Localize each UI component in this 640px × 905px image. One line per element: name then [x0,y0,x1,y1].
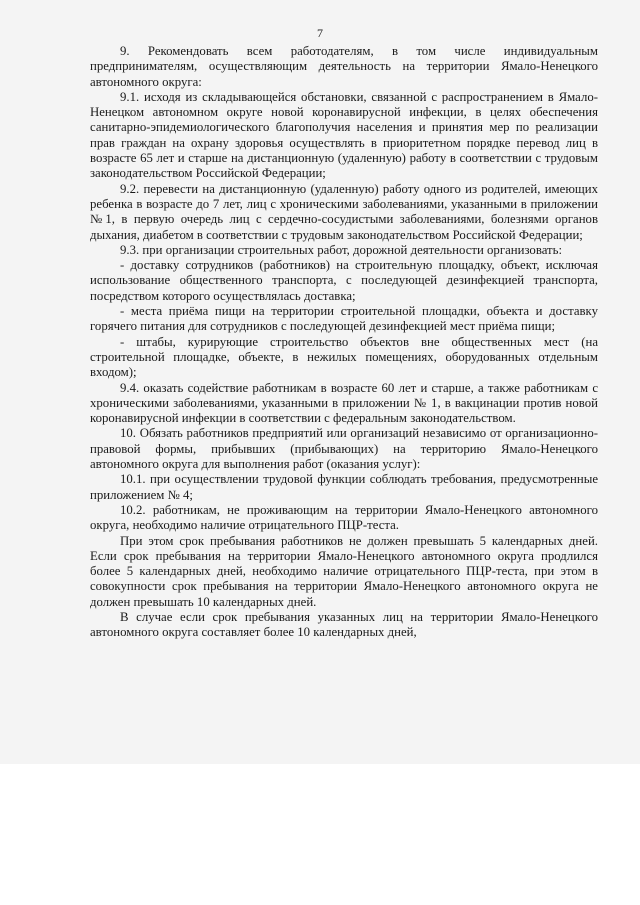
paragraph: - доставку сотрудников (работников) на строительную площадку, объект, исключая использование общественного транспорта, с последующей дезинфекцией транспорта, посредством которого осуществлялась доставка; [90,258,598,303]
paragraph: 10. Обязать работников предприятий или организаций независимо от организационно-правовой формы, прибывших (прибывающих) на территорию Ямало-Ненецкого автономного округа для выполнения работ (оказания услуг): [90,426,598,472]
paragraph: При этом срок пребывания работников не должен превышать 5 календарных дней. Если срок пребывания на территории Ямало-Ненецкого автономного округа продлился более 5 календарных дней, необходимо наличие отрицательного ПЦР-теста, при этом в совокупности срок пребывания на территории Ямало-Ненецкого автономного округа не должен превышать 10 календарных дней. [90,533,598,609]
paragraph: 10.2. работникам, не проживающим на территории Ямало-Ненецкого автономного округа, необходимо наличие отрицательного ПЦР-теста. [90,502,598,533]
document-body [90,44,598,641]
paragraph: 9.2. перевести на дистанционную (удаленную) работу одного из родителей, имеющих ребенка в возрасте до 7 лет, лиц с хроническими заболеваниями, указанными в приложении №1, в первую очередь лиц с сердечно-сосудистыми заболеваниями, болезнями органов дыхания, диабетом в соответствии с трудовым законодательством Российской Федерации; [90,181,598,242]
paragraph: В случае если срок пребывания указанных лиц на территории Ямало-Ненецкого автономного округа составляет более 10 календарных дней, [90,609,598,640]
paragraph: 9. Рекомендовать всем работодателям, в том числе индивидуальным предпринимателям, осуществляющим деятельность на территории Ямало-Ненецкого автономного округа: [90,44,598,89]
paragraph: 9.1. исходя из складывающейся обстановки, связанной с распространением в Ямало-Ненецком автономном округе новой коронавирусной инфекции, в целях обеспечения санитарно-эпидемиологического благополучия населения и принятия мер по реализации прав граждан на охрану здоровья осуществлять в приоритетном порядке перевод лиц в возрасте 65 лет и старше на дистанционную (удаленную) работу в соответствии с трудовым законодательством Российской Федерации; [90,89,598,181]
page-number: 7 [317,26,323,40]
paragraph: - штабы, курирующие строительство объектов вне общественных мест (на строительной площадке, объекте, в нежилых помещениях, оборудованных отдельным входом); [90,334,598,380]
paragraph: 9.4. оказать содействие работникам в возрасте 60 лет и старше, а также работникам с хроническими заболеваниями, указанными в приложении № 1, в вакцинации против новой коронавирусной инфекции в соответствии с федеральным законодательством. [90,380,598,426]
paragraph: 9.3. при организации строительных работ, дорожной деятельности организовать: [120,242,563,257]
paragraph: 10.1. при осуществлении трудовой функции соблюдать требования, предусмотренные приложением № 4; [90,472,598,502]
paragraph: - места приёма пищи на территории строительной площадки, объекта и доставку горячего питания для сотрудников с последующей дезинфекцией мест приёма пищи; [90,304,598,334]
